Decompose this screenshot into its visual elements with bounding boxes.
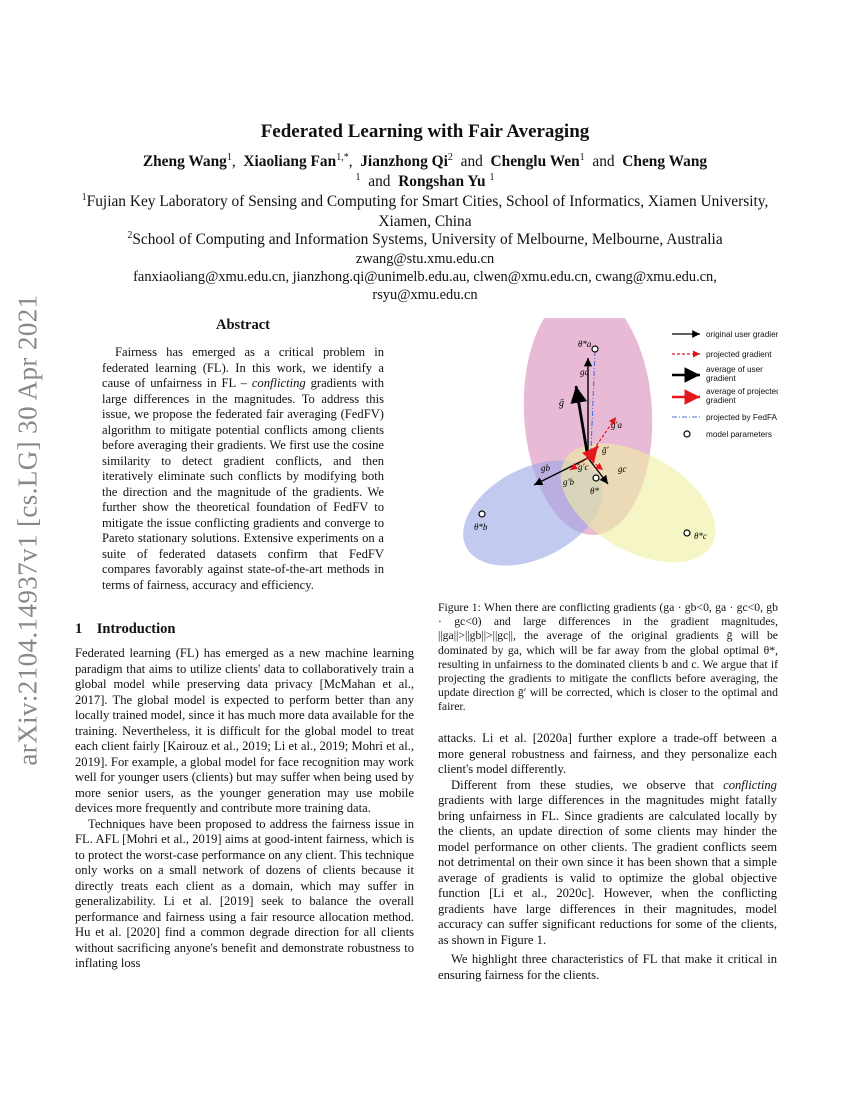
affiliation-1 [80,192,770,232]
abstract-text: Fairness has emerged as a critical problem in federated learning (FL). In this work, we identify a cause of unfairness in FL – [102,345,384,390]
affiliation-text: Fujian Key Laboratory of Sensing and Computing for Smart Cities, School of Informatics, Xiamen University, Xiamen, China [86,193,769,230]
body-paragraph: attacks. Li et al. [2020a] further explore a trade-off between a more general robustness and fairness, and they personalize each client's model differently. [438,731,777,776]
legend-average-2: gradient [706,374,736,383]
abstract-text: gradients with large differences in the magnitudes. To address this issue, we propose the federated fair averaging (FedFV) algorithm to mitigate potential conflicts among clients before averaging their gradients. We first use the cosine similarity to detect gradient conflicts, and then iteratively eliminate such conflicts by modifying both the direction and the magnitude of the gradients. We further show the theoretical foundation of FedFV to mitigate the issue conflicting gradients and converge to Pareto stationary solutions. Extensive experiments on a suite of federated datasets confirm that FedFV compares favorably against state-of-the-art methods in terms of fairness, accuracy and efficiency. [102,376,385,592]
label-ga: ga [580,367,589,377]
author-list: Zheng Wang$^1$, Xiaoliang Fan$^{1,*}$, Jianzhong Qi$^2$ and Chenglu Wen$^1$ and Cheng Wang $^1$ and Rongshan Yu $^1$ [142,151,708,190]
label-gb-prime: g′b [563,477,574,487]
author-name: Rongshan Yu [398,173,486,190]
author-sup: 1 [489,171,495,183]
author-sup: 1 [355,171,361,183]
and-word: and [368,173,391,190]
param-theta-c [684,530,690,536]
body-text: gradients with large differences in the magnitudes might fatally bring unfairness in FL. Since gradients are calculated locally by the clients, an update direction of some clients may hinder the model performance on other clients. The gradient conflicts seem not detrimental on their own since it has been shown that a simple average of gradients is valid to optimize the global objective function [Li et al., 2020c]. However, when the conflicting gradients have large differences in their magnitudes, model accuracy can suffer significant reductions for some of the clients, as shown in Figure 1. [438,793,777,947]
body-paragraph: We highlight three characteristics of FL that make it critical in ensuring fairness for the clients. [438,952,777,982]
abstract-em: conflicting [251,376,306,390]
email-line: fanxiaoliang@xmu.edu.cn, jianzhong.qi@unimelb.edu.au, clwen@xmu.edu.cn, cwang@xmu.edu.cn, [133,269,717,285]
abstract-paragraph [102,345,384,593]
abstract-body [102,345,384,593]
label-gc-prime: g′c [578,462,589,472]
author-name: Xiaoliang Fan [243,153,337,170]
legend-projected: projected gradient [706,350,772,359]
label-theta-b: θ*b [474,522,488,532]
author-name: Chenglu Wen [490,153,580,170]
affiliation-2 [80,230,770,250]
affiliation-text: School of Computing and Information Systems, University of Melbourne, Melbourne, Australia [132,231,723,248]
legend-fedfa: projected by FedFA [706,413,777,422]
intro-paragraph: Federated learning (FL) has emerged as a new machine learning paradigm that aims to utilize clients' data to collaboratively train a global model while preserving data privacy [McMahan et al., 2017]. The global model is expected to perform better than any locally trained model, since it has much more data available for the training. Nevertheless, it is difficult for the global model to treat each client fairly [Kairouz et al., 2019; Li et al., 2019; Mohri et al., 2019]. For example, a global model for face recognition may work well for younger users (clients) but may suffer when being used by more senior users, as the younger generation may use mobile devices more frequently and contribute more training data. [75,646,414,815]
figure-diagram [438,318,778,593]
abstract-heading: Abstract [216,317,270,333]
email-line: zwang@stu.xmu.edu.cn [355,251,495,267]
label-gc: gc [618,464,627,474]
right-column [438,731,777,983]
figure-legend [672,330,778,439]
body-text: Different from these studies, we observe that [451,777,714,792]
legend-average-projected-1: average of projected [706,387,778,396]
author-name: Zheng Wang [142,153,227,170]
label-gbar: ḡ [559,398,564,409]
email-block [80,250,770,304]
legend-swatch-params [684,431,690,437]
caption-text: When there are conflicting gradients (ga · gb<0, ga · gc<0, gb · gc<0) and large differences in the gradient magnitudes, ||ga||>||gb||>||gc||, the average of the original gradients ḡ will be dominated by ga, which will be far away from the global optimal θ*, resulting in unfairness to the dominated clients b and c. We argue that if projecting the gradients to mitigate the conflicts before averaging, the update direction ḡ′ will be corrected, which is closer to the optimal and fairer. [438,601,778,714]
and-word: and [592,153,615,170]
affiliation-sup: 2 [127,229,133,241]
intro-left-column [75,646,414,972]
body-paragraph [438,778,777,949]
and-word: and [460,153,483,170]
label-theta-c: θ*c [694,531,707,541]
param-theta-star [593,475,599,481]
author-name: Jianzhong Qi [360,153,448,170]
param-theta-b [479,511,485,517]
author-sup: 1 [579,151,585,163]
body-em: conflicting [723,777,777,792]
paper-title: Federated Learning with Fair Averaging [260,121,590,142]
arxiv-side-identifier [8,295,48,765]
arxiv-id-text: arXiv:2104.14937v1 [cs.LG] 30 Apr 2021 [12,294,43,766]
label-theta-star: θ* [590,486,599,496]
author-sup: 1,* [336,151,349,163]
legend-original: original user gradient [706,330,778,339]
intro-heading [75,621,415,638]
affiliation-sup: 1 [81,191,87,203]
author-name: Cheng Wang [622,153,708,170]
section-number: 1 [75,621,83,637]
legend-average-1: average of user [706,365,763,374]
section-title: Introduction [96,621,176,637]
label-gb: gb [541,463,550,473]
label-ga-prime: g′a [611,420,622,430]
legend-params: model parameters [706,430,772,439]
caption-label: Figure 1: [438,601,481,614]
label-theta-a: θ*a [578,339,592,349]
legend-average-projected-2: gradient [706,396,736,405]
param-theta-a [592,346,598,352]
author-sup: 2 [447,151,453,163]
figure-1 [438,318,778,593]
label-gbar-prime: ḡ′ [602,445,609,455]
email-line: rsyu@xmu.edu.cn [372,287,478,303]
intro-paragraph: Techniques have been proposed to address the fairness issue in FL. AFL [Mohri et al., 2019] aims at good-intent fairness, which is to protect the worst-case performance on any client. This technique only works on a small network of dozens of clients because it directly treats each client as a domain, which may suffer in generalizability. Li et al. [2019] seek to balance the overall performance and fairness using a fair resource allocation method. Hu et al. [2020] find a common degrade direction for all clients without sacrificing anyone's benefit and demonstrate robustness to inflating loss [75,816,414,970]
figure-caption [438,601,778,715]
author-sup: 1 [226,151,232,163]
